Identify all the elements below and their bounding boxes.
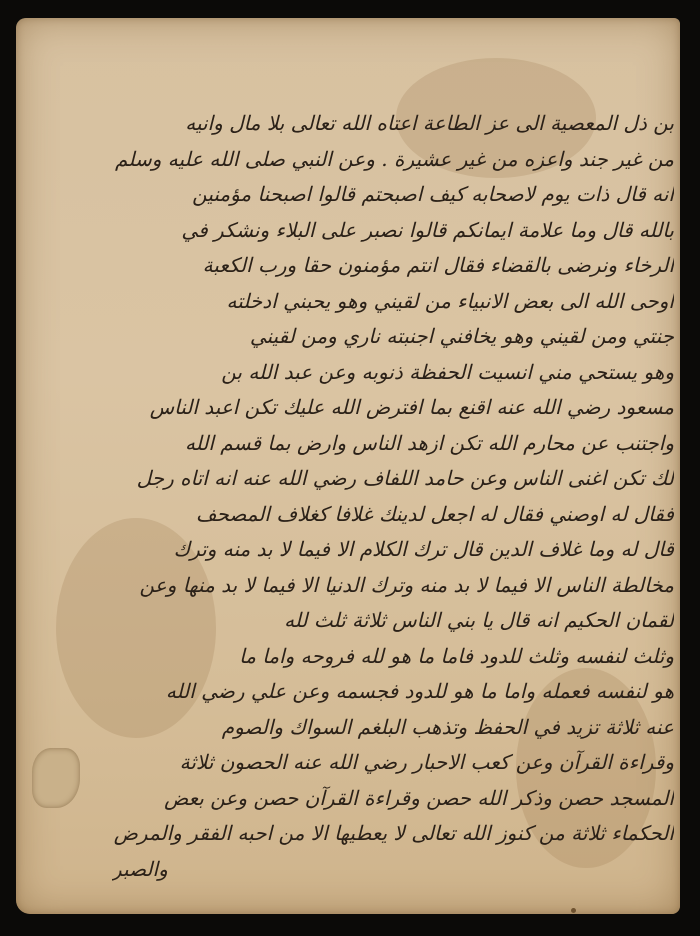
manuscript-line-11: لك تكن اغنى الناس وعن حامد اللفاف رضي الله عنه انه اتاه رجل xyxy=(136,466,674,490)
manuscript-line-20: المسجد حصن وذكر الله حصن وقراءة القرآن حصن وعن بعض xyxy=(164,785,674,810)
manuscript-line-14: مخالطة الناس الا فيما لا بد منه وترك الدنيا الا فيما لا بد منها وعن xyxy=(139,572,674,597)
manuscript-line-15: لقمان الحكيم انه قال يا بني الناس ثلاثة ثلث لله xyxy=(284,608,674,632)
ink-dot xyxy=(571,908,576,913)
manuscript-line-3: انه قال ذات يوم لاصحابه كيف اصبحتم قالوا اصبحنا مؤمنين xyxy=(192,182,674,206)
manuscript-line-17: هو لنفسه فعمله واما ما هو للدود فجسمه وعن علي رضي الله xyxy=(165,679,674,703)
manuscript-line-10: واجتنب عن محارم الله تكن ازهد الناس وارض بما قسم الله xyxy=(184,430,674,455)
manuscript-line-1: بن ذل المعصية الى عز الطاعة اعتاه الله تعالى بلا مال وانيه xyxy=(185,111,674,135)
manuscript-text-block xyxy=(112,106,674,887)
manuscript-line-2: من غير جند واعزه من غير عشيرة . وعن النبي صلى الله عليه وسلم xyxy=(115,146,674,171)
manuscript-line-4: بالله قال وما علامة ايمانكم قالوا نصبر على البلاء ونشكر في xyxy=(181,217,674,242)
manuscript-line-18: عنه ثلاثة تزيد في الحفظ وتذهب البلغم السواك والصوم xyxy=(221,714,674,739)
manuscript-line-16: وثلث لنفسه وثلث للدود فاما ما هو لله فروحه واما ما xyxy=(239,643,674,668)
manuscript-line-22: والصبر xyxy=(112,856,168,881)
manuscript-line-5: الرخاء ونرضى بالقضاء فقال انتم مؤمنون حقا ورب الكعبة xyxy=(202,253,674,277)
manuscript-line-7: جنتي ومن لقيني وهو يخافني اجنبته ناري ومن لقيني xyxy=(249,324,674,348)
manuscript-line-21: الحكماء ثلاثة من كنوز الله تعالى لا يعطيها الا من احبه الفقر والمرض xyxy=(113,821,674,845)
manuscript-line-8: وهو يستحي مني انسيت الحفظة ذنوبه وعن عبد الله بن xyxy=(221,359,674,384)
manuscript-line-12: فقال له اوصني فقال له اجعل لدينك غلافا كغلاف المصحف xyxy=(195,501,674,526)
manuscript-line-6: اوحى الله الى بعض الانبياء من لقيني وهو يحبني ادخلته xyxy=(226,288,674,313)
manuscript-page xyxy=(16,18,680,914)
manuscript-line-13: قال له وما غلاف الدين قال ترك الكلام الا فيما لا بد منه وترك xyxy=(173,537,674,561)
manuscript-line-19: وقراءة القرآن وعن كعب الاحبار رضي الله عنه الحصون ثلاثة xyxy=(179,750,674,774)
torn-paper-patch xyxy=(32,748,80,808)
manuscript-line-9: مسعود رضي الله عنه اقنع بما افترض الله عليك تكن اعبد الناس xyxy=(149,395,674,419)
